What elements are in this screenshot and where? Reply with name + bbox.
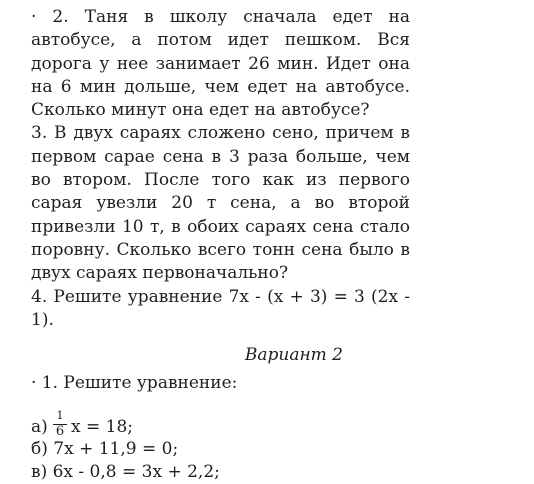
item-a-label: а) xyxy=(31,416,48,437)
item-a-expression: x = 18; xyxy=(71,416,133,437)
fraction-one-sixth xyxy=(53,410,67,438)
document-page xyxy=(31,6,410,484)
problem-2: · 2. Таня в школу сначала едет на автобусе, а потом идет пешком. Вся дорога у нее занимает 26 мин. Идет она на 6 мин дольше, чем едет на автобусе. Сколько минут она едет на автобусе? xyxy=(31,7,410,121)
variant-task-1: · 1. Решите уравнение: xyxy=(31,373,238,394)
fraction-denominator: 6 xyxy=(55,423,65,439)
equation-item-b: б) 7x + 11,9 = 0; xyxy=(31,438,179,459)
fraction-numerator: 1 xyxy=(56,408,64,422)
problem-4: 4. Решите уравнение 7x - (x + 3) = 3 (2x - 1). xyxy=(31,286,410,330)
equation-item-a xyxy=(31,400,410,438)
equation-item-c: в) 6x - 0,8 = 3x + 2,2; xyxy=(31,462,220,483)
problem-3: 3. В двух сараях сложено сено, причем в первом сарае сена в 3 раза больше, чем во втором. После того как из первого сарая увезли 20 т сена, а во второй привезли 10 т, в обоих сараях сена стало поровну. Сколько всего тонн сена было в двух сараях первоначально? xyxy=(31,123,410,284)
variant-title: Вариант 2 xyxy=(244,345,343,366)
